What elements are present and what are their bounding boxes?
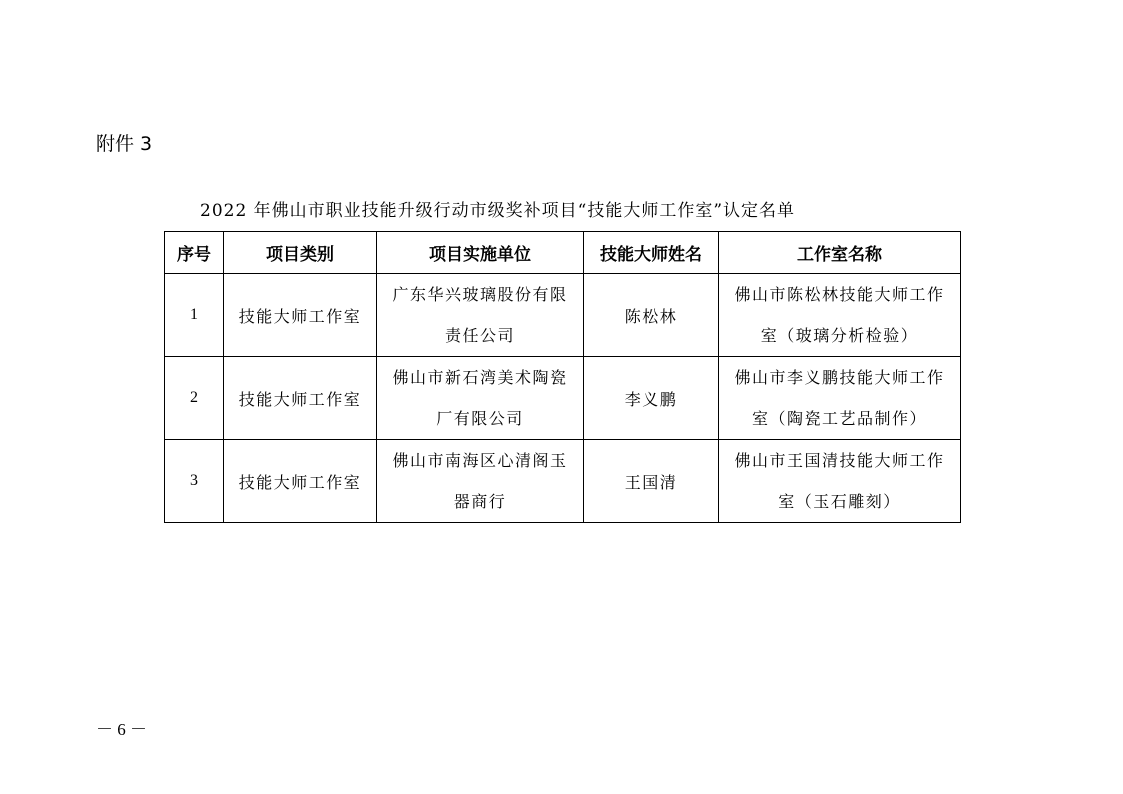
table-row (165, 274, 961, 357)
page-number: － 6 － (96, 720, 147, 739)
row-unit (377, 440, 584, 523)
row-unit-line: 广东华兴玻璃股份有限 (392, 285, 568, 304)
row-studio-line: 室（玉石雕刻） (778, 492, 901, 511)
row-studio (719, 440, 961, 523)
row-unit (377, 274, 584, 357)
row-seq: 1 (165, 274, 224, 357)
row-unit (377, 357, 584, 440)
row-studio (719, 357, 961, 440)
row-unit-line: 佛山市新石湾美术陶瓷 (392, 368, 568, 387)
row-studio (719, 274, 961, 357)
row-master: 李义鹏 (584, 357, 719, 440)
row-category: 技能大师工作室 (224, 274, 377, 357)
row-unit-line: 责任公司 (444, 326, 515, 345)
row-studio-line: 佛山市李义鹏技能大师工作 (734, 368, 945, 387)
header-master: 技能大师姓名 (584, 232, 719, 274)
document-title: 2022 年佛山市职业技能升级行动市级奖补项目“技能大师工作室”认定名单 (200, 201, 796, 221)
row-master: 王国清 (584, 440, 719, 523)
row-master: 陈松林 (584, 274, 719, 357)
header-seq: 序号 (165, 232, 224, 274)
row-category: 技能大师工作室 (224, 440, 377, 523)
table-row (165, 357, 961, 440)
row-seq: 3 (165, 440, 224, 523)
row-seq: 2 (165, 357, 224, 440)
attachment-label: 附件 3 (96, 133, 153, 155)
row-unit-line: 器商行 (453, 492, 507, 511)
certification-table (164, 231, 961, 523)
header-category: 项目类别 (224, 232, 377, 274)
row-unit-line: 厂有限公司 (436, 409, 524, 428)
row-studio-line: 室（陶瓷工艺品制作） (751, 409, 927, 428)
header-studio: 工作室名称 (719, 232, 961, 274)
table-row (165, 440, 961, 523)
row-studio-line: 佛山市陈松林技能大师工作 (734, 285, 945, 304)
table-header-row (165, 232, 961, 274)
header-unit: 项目实施单位 (377, 232, 584, 274)
row-category: 技能大师工作室 (224, 357, 377, 440)
row-studio-line: 室（玻璃分析检验） (760, 326, 919, 345)
row-studio-line: 佛山市王国清技能大师工作 (734, 451, 945, 470)
row-unit-line: 佛山市南海区心清阁玉 (392, 451, 568, 470)
